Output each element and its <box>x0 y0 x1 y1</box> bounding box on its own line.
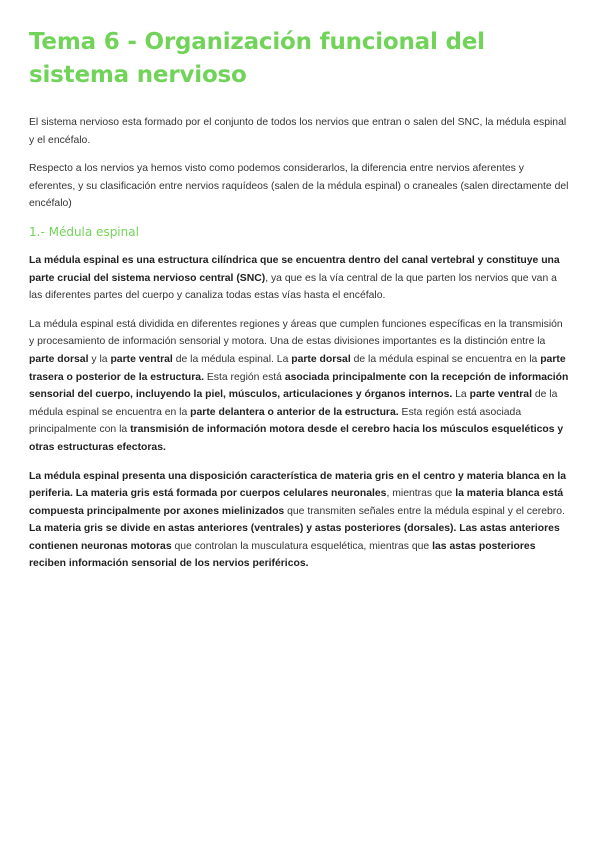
body-text: de la médula espinal se encuentra en la <box>29 389 558 418</box>
body-text: y la <box>88 353 111 365</box>
bold-text: parte trasera o posterior de la estructura. <box>29 353 566 383</box>
bold-text: parte dorsal <box>29 353 89 365</box>
bold-text: transmisión de información motora desde el cerebro hacia los músculos esqueléticos y otras estructuras efectoras. <box>29 424 564 453</box>
body-text: de la médula espinal. La <box>172 353 292 365</box>
section-paragraph-1 <box>29 252 570 305</box>
bold-text: La médula espinal es una estructura cilíndrica que se encuentra dentro del canal vertebral y constituye una parte crucial del sistema nervioso central (SNC) <box>29 254 560 284</box>
bold-text: parte delantera o anterior de la estructura. <box>190 406 399 418</box>
bold-text: la materia blanca está compuesta principalmente por axones mielinizados <box>29 488 564 517</box>
body-text: , mientras que <box>386 488 456 500</box>
bold-text: La médula espinal presenta una disposición característica de materia gris en el centro y materia blanca en la periferia. La materia gris está formada por cuerpos celulares neuronales <box>29 470 567 500</box>
bold-text: asociada principalmente con la recepción de información sensorial del cuerpo, incluyendo la piel, músculos, articulaciones y órganos internos. <box>29 371 569 401</box>
intro-paragraph-2: Respecto a los nervios ya hemos visto como podemos considerarlos, la diferencia entre nervios aferentes y eferentes, y su clasificación entre nervios raquídeos (salen de la médula espinal) o craneales (salen directamente del encéfalo) <box>29 163 569 210</box>
body-text: que controlan la musculatura esquelética, mientras que <box>171 540 433 552</box>
body-text: de la médula espinal se encuentra en la <box>350 353 541 365</box>
body-text: Esta región está asociada principalmente con la <box>29 406 522 436</box>
section-paragraph-3 <box>29 468 570 574</box>
body-text: , ya que es la vía central de la que parten los nervios que van a las diferentes partes del cuerpo y canaliza todas estas vías hasta el encéfalo. <box>29 272 557 302</box>
body-text: que transmiten señales entre la médula espinal y el cerebro. <box>284 505 565 517</box>
page-title: Tema 6 - Organización funcional del sistema nervioso <box>29 29 485 88</box>
body-text: La <box>452 389 470 401</box>
section-heading: 1.- Médula espinal <box>29 224 139 239</box>
body-text: Esta región está <box>203 371 285 383</box>
bold-text: La materia gris se divide en astas anteriores (ventrales) y astas posteriores (dorsales). Las astas anteriores contienen neuronas motoras <box>29 523 560 552</box>
bold-text: las astas posteriores reciben información sensorial de los nervios periféricos. <box>29 540 536 570</box>
bold-text: parte dorsal <box>291 353 351 365</box>
intro-paragraph-1: El sistema nervioso esta formado por el conjunto de todos los nervios que entran o salen del SNC, la médula espinal y el encéfalo. <box>29 117 567 146</box>
bold-text: parte ventral <box>110 353 173 365</box>
section-paragraph-2 <box>29 316 570 457</box>
bold-text: parte ventral <box>469 389 532 401</box>
body-text: La médula espinal está dividida en diferentes regiones y áreas que cumplen funciones específicas en la transmisión y procesamiento de información sensorial y motora. Una de estas divisiones importantes es la distinción entre la <box>29 318 563 348</box>
